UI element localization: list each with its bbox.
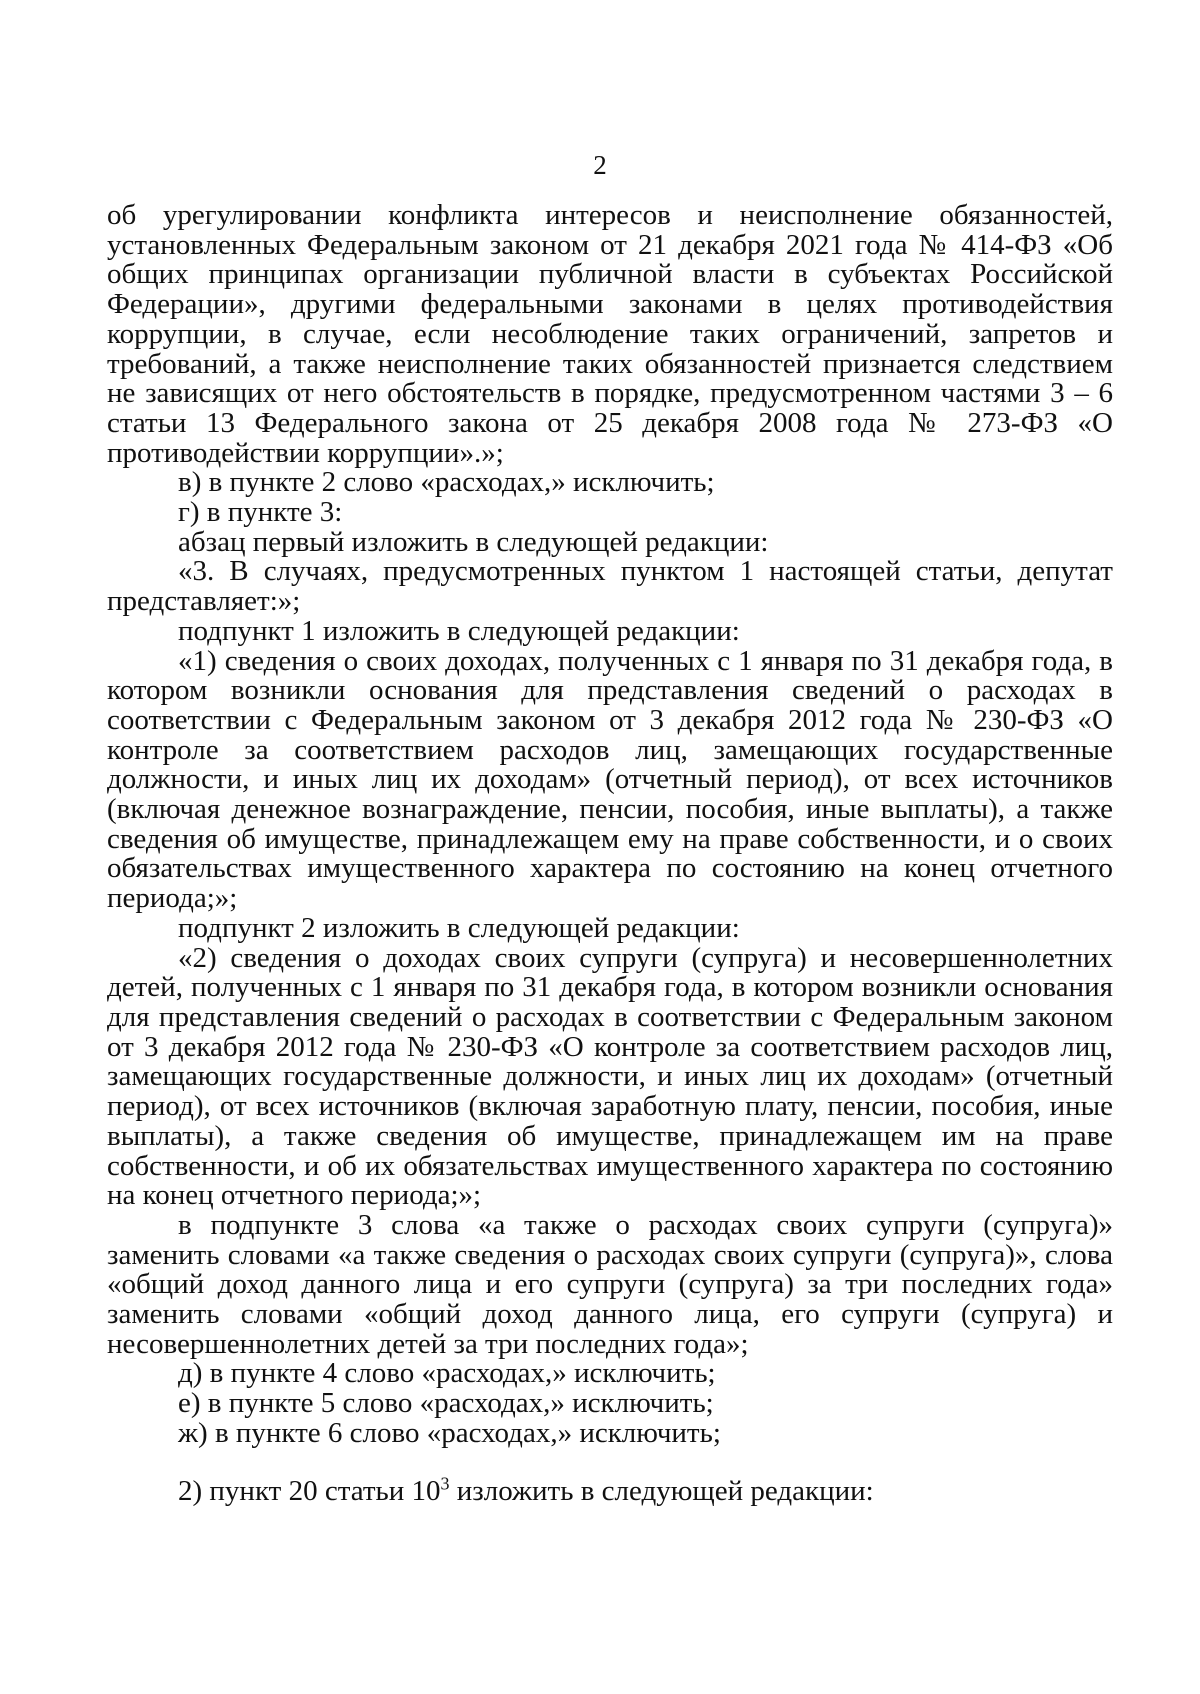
paragraph-quote-3: «3. В случаях, предусмотренных пунктом 1 настоящей статьи, депутат представляет:»; [107, 555, 1113, 618]
paragraph-subitem-1-text: «1) сведения о своих доходах, полученных с 1 января по 31 декабря года, в котором возникли основания для представления сведений о расходах в соответствии с Федеральным законом от 3 декабря 2012 года № 230-ФЗ «О контроле за соответствием расходов лиц, замещающих государственные должности, и иных лиц их доходам» (отчетный период), от всех источников (включая денежное вознаграждение, пенсии, пособия, иные выплаты), а также сведения об имуществе, принадлежащем ему на праве собственности, и о своих обязательствах имущественного характера по состоянию на конец отчетного периода;»; [107, 644, 1113, 915]
paragraph-item-e: е) в пункте 5 слово «расходах,» исключить; [178, 1387, 714, 1420]
paragraph-abzac-first: абзац первый изложить в следующей редакции: [178, 525, 769, 558]
page-number: 2 [593, 150, 607, 180]
paragraph-item-2-before: 2) пункт 20 статьи 10 [178, 1474, 441, 1507]
paragraph-continuation: об урегулировании конфликта интересов и неисполнение обязанностей, установленных Федеральным законом от 21 декабря 2021 года № 414-ФЗ «Об общих принципах организации публичной власти в субъектах Российской Федерации», другими федеральными законами в целях противодействия коррупции, в случае, если несоблюдение таких ограничений, запретов и требований, а также неисполнение таких обязанностей признается следствием не зависящих от него обстоятельств в порядке, предусмотренном частями 3 – 6 статьи 13 Федерального закона от 25 декабря 2008 года № 273-ФЗ «О противодействии коррупции».»; [107, 199, 1113, 469]
paragraph-item-d: д) в пункте 4 слово «расходах,» исключить; [178, 1357, 716, 1390]
paragraph-item-g: г) в пункте 3: [178, 496, 343, 529]
paragraph-item-2 [107, 1472, 1113, 1507]
superscript-3: 3 [440, 1472, 450, 1493]
paragraph-item-v: в) в пункте 2 слово «расходах,» исключить; [178, 466, 715, 499]
paragraph-subitem-3: в подпункте 3 слова «а также о расходах своих супруги (супруга)» заменить словами «а также сведения о расходах своих супруги (супруга)», слова «общий доход данного лица и его супруги (супруга) за три последних года» заменить словами «общий доход данного лица, его супруги (супруга) и несовершеннолетних детей за три последних года»; [107, 1208, 1113, 1360]
document-body [107, 201, 1113, 1506]
paragraph-subitem-1-intro: подпункт 1 изложить в следующей редакции: [178, 614, 740, 647]
paragraph-subitem-2-intro: подпункт 2 изложить в следующей редакции: [178, 911, 740, 944]
paragraph-item-zh: ж) в пункте 6 слово «расходах,» исключить; [178, 1416, 721, 1449]
paragraph-subitem-2-text: «2) сведения о доходах своих супруги (супруга) и несовершеннолетних детей, полученных с 1 января по 31 декабря года, в котором возникли основания для представления сведений о расходах в соответствии с Федеральным законом от 3 декабря 2012 года № 230-ФЗ «О контроле за соответствием расходов лиц, замещающих государственные должности, и иных лиц их доходам» (отчетный период), от всех источников (включая заработную плату, пенсии, пособия, иные выплаты), а также сведения об имуществе, принадлежащем им на праве собственности, и об их обязательствах имущественного характера по состоянию на конец отчетного периода;»; [107, 941, 1113, 1212]
paragraph-item-2-after: изложить в следующей редакции: [449, 1474, 874, 1507]
